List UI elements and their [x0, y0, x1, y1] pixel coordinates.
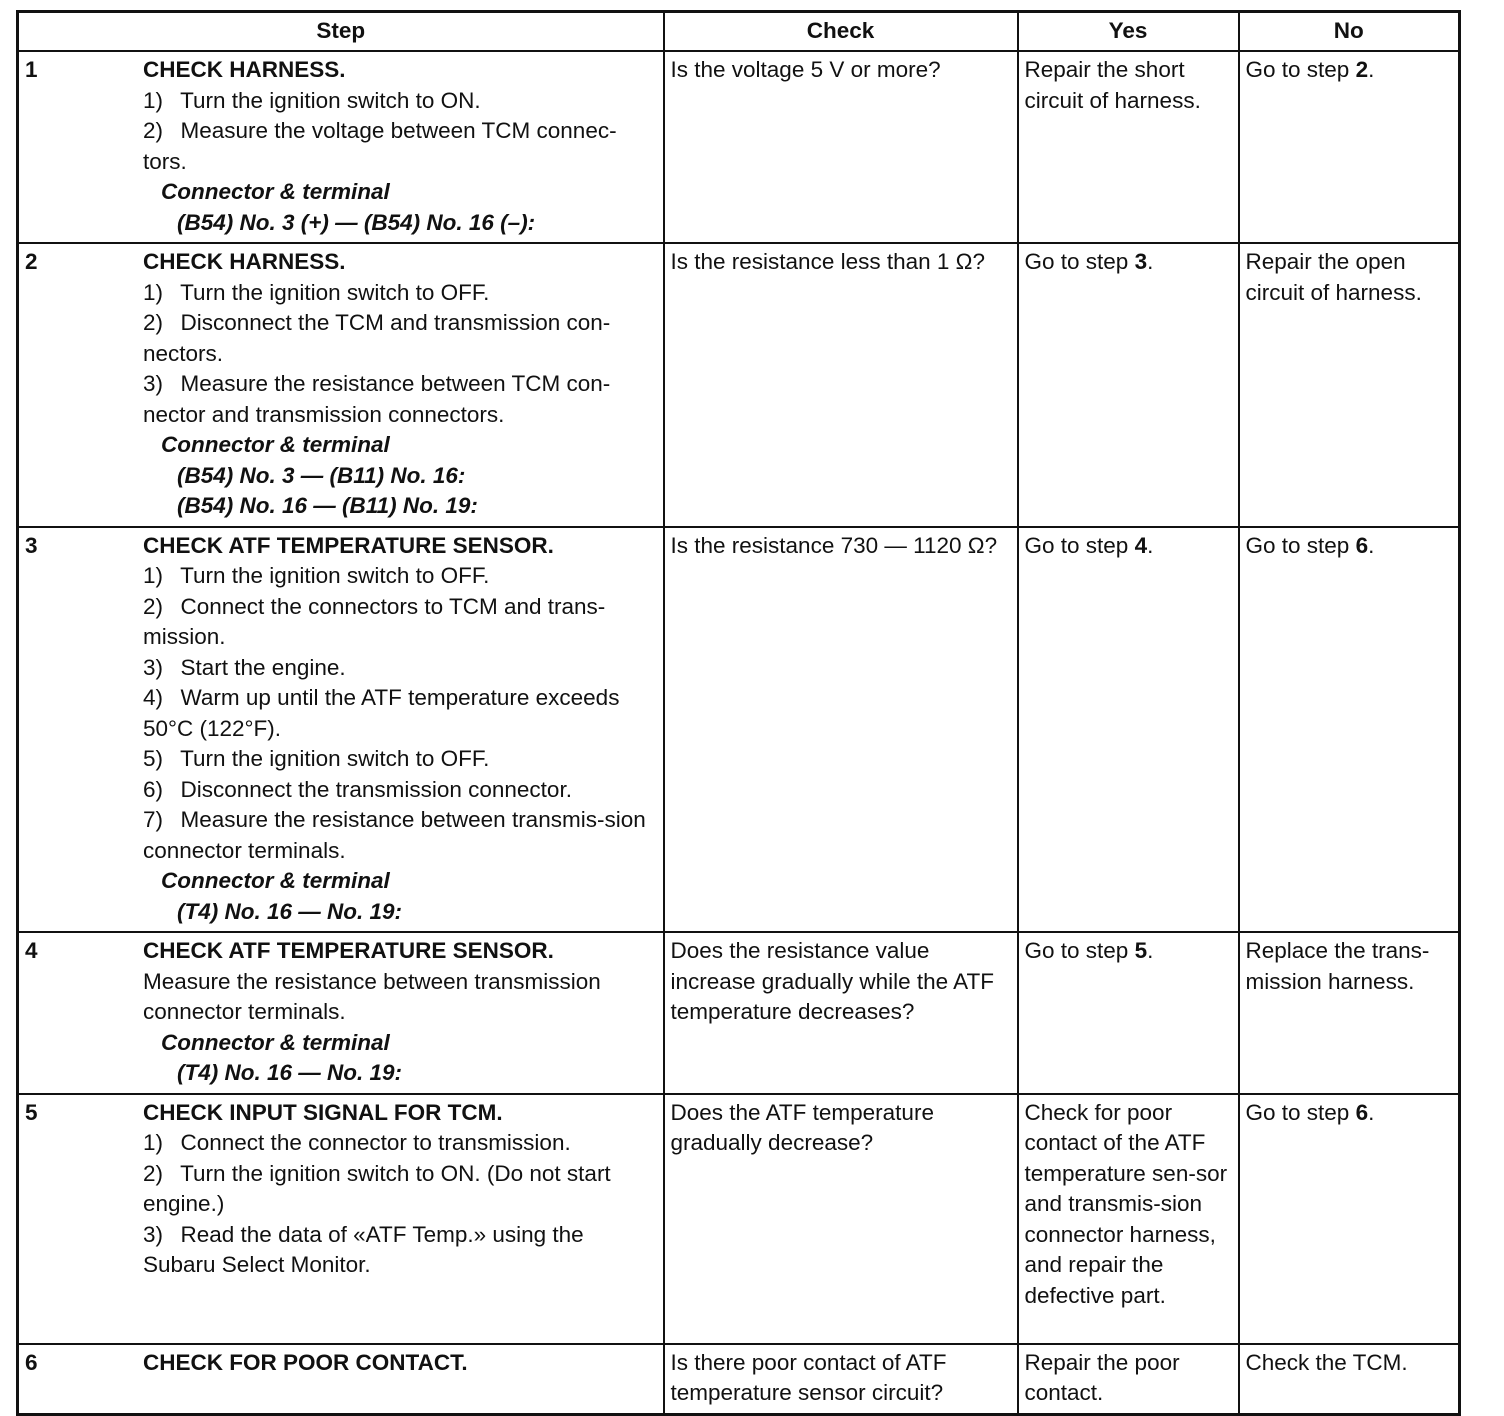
yes-goto-prefix: Go to step: [1024, 249, 1135, 274]
no-goto-suffix: .: [1368, 532, 1375, 558]
no-text: Check the TCM.: [1245, 1349, 1408, 1375]
yes-goto-suffix: .: [1147, 249, 1154, 274]
connector-terminal-spec: (B54) No. 16 — (B11) No. 19:: [177, 493, 478, 518]
step-instruction: Measure the resistance between transmission connector terminals.: [143, 968, 601, 1024]
yes-goto-suffix: .: [1147, 532, 1154, 558]
no-text: Repair the open circuit of harness.: [1245, 249, 1422, 305]
no-goto-suffix: .: [1368, 57, 1375, 82]
no-goto-step: [1246, 533, 1375, 558]
connector-terminal-label: Connector & terminal: [161, 1029, 390, 1055]
check-cell: [664, 932, 1018, 1094]
step-title: CHECK FOR POOR CONTACT.: [143, 1349, 468, 1375]
step-cell: [18, 51, 664, 243]
diagnostic-procedure-table: [16, 10, 1461, 1416]
step-title: CHECK HARNESS.: [143, 57, 346, 82]
diagnostic-table-page: [16, 10, 1460, 1416]
step-number: 1: [25, 57, 38, 82]
header-check: Check: [664, 12, 1018, 52]
yes-goto-number: 3: [1134, 249, 1148, 274]
check-question: Is the resistance 730 — 1120 Ω?: [670, 532, 998, 558]
step-instruction: 2) Connect the connectors to TCM and trans-mission.: [143, 593, 606, 649]
yes-cell: [1018, 51, 1239, 243]
connector-terminal-spec: (B54) No. 3 — (B11) No. 16:: [177, 462, 466, 488]
step-title: CHECK ATF TEMPERATURE SENSOR.: [143, 532, 554, 558]
no-cell: [1239, 527, 1460, 933]
yes-goto-step: [1025, 938, 1154, 963]
step-instruction: 6) Disconnect the transmission connector.: [143, 776, 572, 802]
yes-goto-prefix: Go to step: [1024, 938, 1135, 963]
no-cell: [1239, 51, 1460, 243]
check-question: Is the resistance less than 1 Ω?: [670, 249, 985, 274]
step-instruction: 5) Turn the ignition switch to OFF.: [143, 746, 490, 771]
step-cell: [18, 527, 664, 933]
yes-cell: [1018, 1344, 1239, 1415]
no-cell: [1239, 1094, 1460, 1344]
step-instruction: 3) Measure the resistance between TCM con-nector and transmission connectors.: [143, 371, 611, 427]
step-instruction: 2) Measure the voltage between TCM connec-tors.: [143, 118, 617, 174]
connector-terminal-label: Connector & terminal: [161, 432, 390, 457]
step-cell: [18, 1094, 664, 1344]
check-question: Does the ATF temperature gradually decrease?: [670, 1099, 934, 1155]
yes-goto-prefix: Go to step: [1024, 532, 1135, 558]
table-body: [18, 51, 1460, 1414]
yes-goto-suffix: .: [1147, 938, 1154, 963]
step-instruction: 1) Turn the ignition switch to ON.: [143, 87, 481, 113]
no-goto-number: 6: [1355, 1099, 1369, 1125]
yes-goto-number: 4: [1134, 532, 1148, 558]
no-goto-step: [1246, 57, 1375, 82]
step-instruction: 3) Start the engine.: [143, 654, 346, 680]
check-cell: [664, 243, 1018, 527]
yes-goto-number: 5: [1134, 938, 1148, 963]
step-instruction: 4) Warm up until the ATF temperature exceeds 50°C (122°F).: [143, 685, 620, 741]
no-goto-number: 6: [1355, 532, 1369, 558]
step-number: 4: [25, 938, 38, 963]
no-cell: [1239, 1344, 1460, 1415]
check-cell: [664, 1094, 1018, 1344]
table-row: [18, 527, 1460, 933]
yes-cell: [1018, 527, 1239, 933]
step-number: 2: [25, 249, 38, 274]
no-goto-prefix: Go to step: [1245, 532, 1356, 558]
step-cell: [18, 243, 664, 527]
table-row: [18, 932, 1460, 1094]
step-instruction: 1) Turn the ignition switch to OFF.: [143, 279, 490, 305]
step-number: 6: [25, 1349, 38, 1375]
table-header-row: [18, 12, 1460, 52]
yes-cell: [1018, 243, 1239, 527]
step-instruction: 2) Disconnect the TCM and transmission con-nectors.: [143, 310, 611, 366]
step-instruction: 2) Turn the ignition switch to ON. (Do not start engine.): [143, 1160, 611, 1216]
check-question: Is the voltage 5 V or more?: [670, 57, 941, 82]
table-row: [18, 243, 1460, 527]
connector-terminal-label: Connector & terminal: [161, 868, 390, 893]
step-title: CHECK ATF TEMPERATURE SENSOR.: [143, 938, 554, 963]
check-cell: [664, 527, 1018, 933]
step-cell: [18, 1344, 664, 1415]
header-yes: Yes: [1018, 12, 1239, 52]
connector-terminal-spec: (B54) No. 3 (+) — (B54) No. 16 (–):: [177, 209, 536, 235]
no-cell: [1239, 932, 1460, 1094]
step-instruction: 1) Turn the ignition switch to OFF.: [143, 563, 490, 588]
no-goto-suffix: .: [1368, 1099, 1375, 1125]
step-title: CHECK HARNESS.: [143, 249, 346, 274]
yes-cell: [1018, 1094, 1239, 1344]
step-number: 5: [25, 1099, 38, 1125]
header-no: No: [1239, 12, 1460, 52]
no-cell: [1239, 243, 1460, 527]
step-number: 3: [25, 532, 38, 558]
connector-terminal-label: Connector & terminal: [161, 179, 390, 204]
step-instruction: 1) Connect the connector to transmission.: [143, 1130, 571, 1155]
check-question: Does the resistance value increase gradually while the ATF temperature decreases?: [670, 938, 994, 1024]
no-goto-prefix: Go to step: [1245, 1099, 1356, 1125]
no-text: Replace the trans-mission harness.: [1245, 938, 1430, 994]
connector-terminal-spec: (T4) No. 16 — No. 19:: [177, 1060, 403, 1085]
yes-cell: [1018, 932, 1239, 1094]
table-row: [18, 1344, 1460, 1415]
yes-goto-step: [1025, 533, 1154, 558]
table-row: [18, 1094, 1460, 1344]
yes-text: Repair the poor contact.: [1024, 1349, 1180, 1405]
step-instruction: 3) Read the data of «ATF Temp.» using the Subaru Select Monitor.: [143, 1221, 584, 1277]
check-cell: [664, 51, 1018, 243]
no-goto-number: 2: [1355, 57, 1369, 82]
table-row: [18, 51, 1460, 243]
check-question: Is there poor contact of ATF temperature sensor circuit?: [670, 1349, 947, 1405]
yes-text: Check for poor contact of the ATF temperature sen-sor and transmis-sion connector harness, and repair the defective part.: [1024, 1099, 1228, 1308]
step-instruction: 7) Measure the resistance between transmis-sion connector terminals.: [143, 807, 646, 863]
step-cell: [18, 932, 664, 1094]
header-step: Step: [18, 12, 664, 52]
no-goto-step: [1246, 1100, 1375, 1125]
step-title: CHECK INPUT SIGNAL FOR TCM.: [143, 1099, 503, 1125]
connector-terminal-spec: (T4) No. 16 — No. 19:: [177, 898, 403, 924]
yes-goto-step: [1025, 249, 1154, 274]
no-goto-prefix: Go to step: [1245, 57, 1356, 82]
yes-text: Repair the short circuit of harness.: [1024, 57, 1201, 113]
check-cell: [664, 1344, 1018, 1415]
